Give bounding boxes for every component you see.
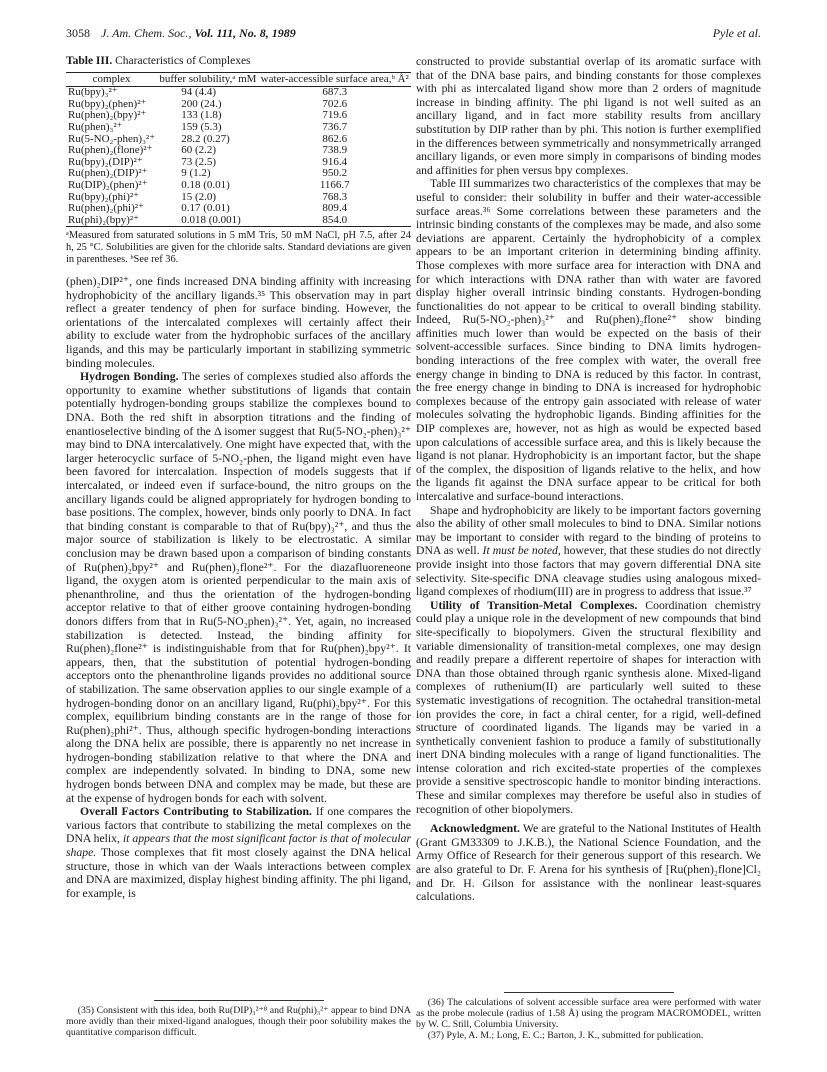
footnotes-left [66,1000,411,1038]
paragraph-text: The series of complexes studied also affords the opportunity to examine whether substitutions of ligands that contain potentially hydrogen-bonding groups stabilize the complexes bound to DNA. Both the red shift in absorption titrations and the finding of enantioselective binding of the Δ isomer suggest that Ru(5-NO₂-phen)₃²⁺ may bind to DNA intercalatively. One might have expected that, with the larger heterocyclic surface of 5-NO₂-phen, the ligand might even have been favored for intercalation. Inspection of models suggests that if intercalated, or indeed even if surface-bound, the nitro groups on the ancillary ligands could be aligned appropriately for hydrogen bonding to base positions. The complex, however, binds only poorly to DNA. In fact that binding constant is comparable to that of Ru(bpy)₃²⁺, and thus the major source of stabilization is likely to be electrostatic. A similar conclusion may be drawn based upon a comparison of binding constants of Ru(phen)₂bpy²⁺ and Ru(phen)₂flone²⁺. For the diazafluoreneone ligand, the oxygen atom is oriented perpendicular to the main axis of phenanthroline, and thus the orientation of the hydrogen-bonding acceptor relative to that of either groove containing hydrogen-bonding donors differs from that in Ru(5-NO₂phen)₃²⁺. Yet, again, no increased stabilization is detected. Instead, the binding affinity for Ru(phen)₂flone²⁺ is indistinguishable from that for Ru(phen)₂bpy²⁺. It appears, then, that the substitution of potential hydrogen-bonding acceptors onto the phenanthroline ligands provides no additional source of stabilization. The same observation applies to our single example of a hydrogen-bonding donor on an ancillary ligand, Ru(phi)₂bpy²⁺. For this complex, equilibrium binding constants are in the range of those for Ru(phen)₂phi²⁺. Thus, although specific hydrogen-bonding interactions along the DNA helix are possible, there is apparently no net increase in hydrogen-bonding stabilization relative to that where the DNA and complex are independently solvated. In binding to DNA, some new hydrogen bonds between DNA and complex may be made, but these are at the expense of hydrogen bonds for each with solvent. [66,370,411,805]
table-header-surface-area: water-accessible surface area,ᵇ Å² [259,72,411,87]
table-cell-complex: Ru(phen)₂(flone)²⁺ [68,144,153,157]
paragraph-hydrogen-bonding [66,370,411,805]
paragraph-hydrophobicity: (phen)₂DIP²⁺, one finds increased DNA binding affinity with increasing hydrophobicity of the ancillary ligands.³⁵ This observation may in part reflect a greater tendency of phen for surface binding. However, the orientations of the intercalated complexes will certainly affect their ability to exclude water from the hydrophobic surfaces of the ancillary ligands, and this may be particularly important in stabilizing symmetric binding molecules. [66,275,411,370]
running-head [66,26,761,42]
table-cell-area: 950.2 [322,167,348,180]
table-cell-complex: Ru(bpy)₂(phi)²⁺ [68,190,139,203]
left-column [66,55,411,900]
characteristics-table [66,72,411,228]
table-header-solubility: buffer solubility,ᵃ mM [157,72,258,87]
paragraph-text: Those complexes that fit most closely against the DNA helical structure, those in which van der Waals interactions between complex and DNA are maximized, display highest binding affinity. The phi ligand, for example, is [66,846,411,900]
table-cell-complex: Ru(phen)₂(DIP)²⁺ [68,167,148,180]
footnote-35: (35) Consistent with this idea, both Ru(DIP)₃²⁺⁸ and Ru(phi)₃²⁺ appear to bind DNA more avidly than their mixed-ligand analogues, though their poor solubility makes the quantitative comparison difficult. [66,1005,411,1038]
paragraph-utility [416,599,761,817]
paragraph-shape-hydrophobicity [416,504,761,599]
table-cell-solubility: 159 (5.3) [181,120,222,133]
table-row [66,180,411,192]
paragraph-overall-factors [66,805,411,900]
running-head-authors: Pyle et al. [712,26,761,40]
table-row [66,145,411,157]
table-cell-solubility: 200 (24.) [181,97,222,110]
table-cell-complex: Ru(bpy)₃²⁺ [68,86,118,99]
table-row [66,203,411,215]
table-row [66,122,411,134]
table-cell-solubility: 0.17 (0.01) [181,202,230,215]
paragraph-phi-ligand: constructed to provide substantial overlap of its aromatic surface with that of the DNA base pairs, and binding constants for those complexes with phi as intercalated ligand show more than 2 orders of magnitude increase in binding affinity. The phi ligand is not well suited as an ancillary ligand, and in fact more stability results from ancillary substitution by DIP rather than by phi. This notion is further exemplified in the differences between symmetrically and nonsymmetrically arranged ancillary ligands, or even more simply in comparisons of binding modes and affinities for phen versus bpy complexes. [416,55,761,177]
table-cell-solubility: 15 (2.0) [181,190,217,203]
emphasized-text: It must be noted, [482,544,561,558]
table-cell-area: 916.4 [322,155,348,168]
footnote-rule [154,1000,324,1001]
table-cell-complex: Ru(bpy)₂(DIP)²⁺ [68,155,143,168]
paragraph-table-summary: Table III summarizes two characteristics of the complexes that may be useful to consider: their solubility in buffer and their water-accessible surface areas.³⁶ Some correlations between these parameters and the intrinsic binding constants of the complexes may be made, and also some deviations are apparent. Certainly the hydrophobicity of a complex appears to be an important criterion in determining binding affinity. Those complexes with more surface area for interaction with DNA and for which interactions with DNA rather than with water are favored display higher overall intrinsic binding constants. Hydrogen-bonding functionalities do not appear to be critical to overall binding stability. Indeed, Ru(5-NO₂-phen)₃²⁺ and Ru(phen)₂flone²⁺ show binding affinities much lower than would be expected on the basis of their solvent-accessible surfaces. Since binding to DNA limits hydrogen-bonding interactions of the free complex with water, the overall free energy change in binding to DNA is reduced by this factor. In contrast, the free energy change in binding to DNA is increased for hydrophobic complexes because of the entropy gain associated with release of water molecules solvating the hydrophobic ligands. Binding affinities for the DIP complexes are, however, not as high as would be expected based upon calculations of accessible surface area, and this is likely because the ligand is not planar. Hydrophobicity is an important factor, but the shape of the complex, the disposition of ligands relative to the helix, and how the ligands fit against the DNA surface appear to be critical for both intercalative and surface-bound interactions. [416,177,761,503]
table-cell-complex: Ru(DIP)₂(phen)²⁺ [68,178,148,191]
table-cell-area: 687.3 [322,86,348,99]
table-cell-solubility: 94 (4.4) [181,86,217,99]
table-cell-complex: Ru(phen)₃²⁺ [68,120,123,133]
table-cell-solubility: 9 (1.2) [181,167,211,180]
table-caption-text: Characteristics of Complexes [115,55,251,67]
table-cell-area: 1166.7 [319,178,350,191]
emphasized-text: it appears that the most significant factor is that of molecular shape. [66,832,411,860]
journal-volume: Vol. 111, No. 8, 1989 [194,26,296,40]
running-head-left: 3058 J. Am. Chem. Soc., Vol. 111, No. 8, 1989 [66,26,296,40]
table-row [66,215,411,227]
table-cell-area: 736.7 [322,120,348,133]
table-cell-solubility: 73 (2.5) [181,155,217,168]
paragraph-text: Coordination chemistry could play a unique role in the development of new compounds that bind site-specifically to biopolymers. Given the structural flexibility and variable dimensionality of transition-metal complexes, one may design and readily prepare a different repertoire of shapes for interaction with DNA than those obtained through rganic synthesis alone. Mixed-ligand complexes of ruthenium(II) are particularly well suited to these systematic investigations of recognition. The octahedral transition-metal ion provides the core, in fact a chiral center, for a rigid, well-defined structure of coordinated ligands. The ligands may be varied in a synthetically convenient fashion to produce a family of substitutionally inert DNA binding molecules with a range of ligand functionalities. The intense coloration and rich excited-state properties of the complexes provide a sensitive spectroscopic handle to monitor binding interactions. These and similar complexes may therefore be useful also in studies of recognition of other biopolymers. [416,598,761,816]
table-cell-area: 854.0 [259,215,411,227]
paragraph-text: Shape and hydrophobicity are likely to be important factors governing also the ability of other small molecules to bind to DNA. Similar notions may be important to consider with regard to the binding of proteins to DNA as well. [416,503,761,558]
paragraph-text: We are grateful to the National Institutes of Health (Grant GM33309 to J.K.B.), the National Science Foundation, and the Army Office of Research for their generous support of this research. We are also grateful to Dr. F. Arena for his synthesis of [Ru(phen)₂flone]Cl₂ and Dr. H. Gilson for assistance with the nonlinear least-squares calculations. [416,822,761,904]
table-cell-solubility: 28.2 (0.27) [181,132,230,145]
table-label: Table III. [66,55,113,67]
table-cell-solubility: 60 (2.2) [181,144,217,157]
table-cell-area: 768.3 [322,190,348,203]
footnote-36: (36) The calculations of solvent accessible surface area were performed with water as the probe molecule (radius of 1.58 Å) using the program MACROMODEL, written by W. C. Still, Columbia University. [416,997,761,1030]
table-cell-complex: Ru(bpy)₂(phen)²⁺ [68,97,147,110]
table-header-complex: complex [66,72,157,87]
section-heading-utility: Utility of Transition-Metal Complexes. [430,598,638,612]
table-cell-solubility: 0.18 (0.01) [181,178,230,191]
footnote-37: (37) Pyle, A. M.; Long, E. C.; Barton, J. K., submitted for publication. [427,1030,704,1041]
table-cell-complex: Ru(phen)₂(bpy)²⁺ [68,109,147,122]
table-cell-solubility: 133 (1.8) [181,109,222,122]
table-cell-area: 809.4 [322,202,348,215]
table-cell-area: 719.6 [322,109,348,122]
section-heading-overall-factors: Overall Factors Contributing to Stabilization. [80,805,312,819]
section-heading-hydrogen-bonding: Hydrogen Bonding. [80,370,179,384]
table-row [66,87,411,99]
paragraph-acknowledgment [416,822,761,904]
table-cell-complex: Ru(phen)₂(phi)²⁺ [68,202,144,215]
journal-name: J. Am. Chem. Soc. [101,26,189,40]
table-cell-area: 738.9 [322,144,348,157]
table-cell-solubility: 0.018 (0.001) [157,215,258,227]
table-cell-area: 702.6 [322,97,348,110]
table-cell-complex: Ru(5-NO₂-phen)₃²⁺ [68,132,156,145]
paragraph-text: however, that these studies do not directly provide insight into those factors that may govern differential DNA site selectivity. Site-specific DNA cleavage studies using analogous mixed-ligand complexes of rhodium(III) are in progress to address that issue.³⁷ [416,544,761,599]
footnotes-right [416,992,761,1041]
table-footnote: ᵃMeasured from saturated solutions in 5 mM Tris, 50 mM NaCl, pH 7.5, after 24 h, 25 °C. Solubilities are given for the chloride salts. Standard deviations are given in parentheses. ᵇSee ref 36. [66,230,411,265]
footnote-rule [504,992,674,993]
table-cell-area: 862.6 [322,132,348,145]
paragraph-text: If one compares the various factors that contribute to stabilizing the metal complexes on the DNA helix, [66,805,411,846]
page-number: 3058 [66,26,90,40]
table-caption [66,55,411,69]
table-cell-complex: Ru(phi)₂(bpy)²⁺ [66,215,157,227]
section-heading-acknowledgment: Acknowledgment. [430,822,520,836]
right-column [416,55,761,904]
